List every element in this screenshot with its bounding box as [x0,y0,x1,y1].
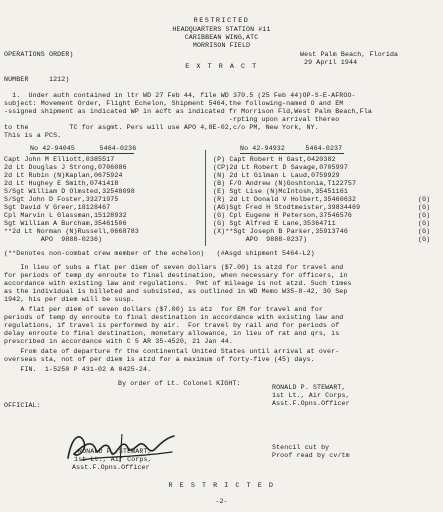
list-item: Cpl Marvin L Glassman,15128932 [4,212,127,219]
crew-tag: (G) [418,204,431,211]
para-line: accordance with existing law and regulations. Pmt of mileage is not atzd. Such times [4,280,352,287]
para-line: A flat per diem of seven dollars ($7.00) is atz for EM for travel and for [4,306,323,313]
proof-read-line: Proof read by cv/tm [272,452,350,459]
list-item: APO 9888-0236) [4,236,103,243]
para-line: 1942, his per diem will be susp. [4,296,135,303]
list-item: (G) Sgt Alfred E Lane,35364711 [213,220,336,227]
list-item: (N) 2d Lt Gilman L Laud,0759929 [213,172,340,179]
list-item: (X)**Sgt Joseph B Parker,35913746 [213,228,348,235]
left-header-underline [30,153,134,154]
crew-tag: (G) [418,236,431,243]
right-signer-rank: 1st Lt., Air Corps, [272,392,350,399]
para-line: for periods of temp dy enroute to final destination, when necessary for officers, in [4,272,348,279]
list-item: S/Sgt John D Foster,33271975 [4,196,119,203]
right-header-underline [240,153,344,154]
para-line: From date of departure fr the continental United States until arrival at over- [4,348,340,355]
para-line: In lieu of subs a flat per diem of seven dollars ($7.00) is atzd for travel and [4,264,344,271]
classification-bottom: R E S T R I C T E D [168,482,275,490]
para-line: as the individual is billeted and subsisted, as outlined in WD Memo W35-8-42, 30 Sep [4,288,348,295]
list-item: 2d Lt Hughey E Smith,0741418 [4,180,119,187]
para-line: FIN. 1-5250 P 431-02 A 0425-24. [4,366,152,373]
body-line: This is a PCS. [4,132,62,139]
crew-tag: (G) [418,220,431,227]
list-item: Sgt William A Burcham,35461506 [4,220,127,227]
official-label: OFFICIAL: [4,402,41,409]
column-divider [205,150,206,246]
crew-tag: (G) [418,212,431,219]
body-line: subject: Movement Order, Flight Echelon, Shipment 5464,the following-named O and EM [4,100,344,107]
extract-label: E X T R A C T [185,63,258,71]
classification-top: RESTRICTED [193,17,250,25]
header-line-2: CARIBBEAN WING,ATC [184,34,259,41]
crew-note: (**Denotes non-combat crew member of the echelon) (#Asgd shipment 5464-L2) [4,250,315,257]
header-line-1: HEADQUARTERS STATION #11 [172,26,271,33]
list-item: S/Sgt William D Olmsted,32548098 [4,188,135,195]
body-line: -rpting upon arrival thereo [4,116,340,123]
list-item: Sgt David V Greer,18128467 [4,204,111,211]
crew-tag: (G) [418,196,431,203]
left-column-header: No 42-94045 5464-0236 [30,145,137,152]
right-signer-title: Asst.F.Opns.Officer [272,400,350,407]
para-line: regulations, if travel is performed by air. For travel by rail and for periods of [4,322,340,329]
list-item: (G) Cpl Eugene H Peterson,37546576 [213,212,353,219]
crew-tag: (G) [418,228,431,235]
list-item: 2d Lt Douglas J Strong,0706086 [4,164,127,171]
list-item: (P) Capt Robert H Gast,0420382 [213,156,336,163]
list-item: (AG)Sgt Fred H Stodtmeister,39834469 [213,204,361,211]
operations-order-label: OPERATIONS ORDER) [4,51,74,58]
para-line: delay enroute to final destination, monetary allowance, in lieu of rat and qrs, is [4,330,340,337]
body-line: -ssigned shipment as indicated WP in acft as indicated fr Morrison Fld,West Palm Beach,Fla [4,108,372,115]
para-line: prescribed in accordance with C 5 AR 35-4520, 21 Jan 44. [4,338,233,345]
para-line: overseas sta, not of per diem is atzd for a maximum of forty-five (45) days. [4,356,315,363]
list-item: **2d Lt Norman (N)Russell,0668783 [4,228,139,235]
left-signer-title: Asst.F.Opns.Officer [72,464,150,471]
body-line: to the TC for asgmt. Pers will use APO 4,8E-02,c/o PM, New York, NY. [4,124,319,131]
list-item: (CP)2d Lt Robert D Savage,0705997 [213,164,348,171]
list-item: Capt John M Elliott,0385517 [4,156,115,163]
left-signer-rank: 1st Lt., Air Corps, [74,456,152,463]
left-signer-name: RONALD P. STEWART, [78,448,152,455]
list-item: APO 9888-0237) [213,236,308,243]
order-authority-line: By order of Lt. Colonel KIGHT: [118,380,241,387]
list-item: (E) Sgt Lise (N)McIntosh,35451161 [213,188,348,195]
right-signer-name: RONALD P. STEWART, [272,384,346,391]
header-line-3: MORRISON FIELD [192,42,251,49]
stencil-cut-line: Stencil cut by [272,444,330,451]
order-number: NUMBER 1212) [4,76,70,83]
body-line: 1. Under auth contained in ltr WD 27 Feb 44, file WD 370.5 (25 Feb 44)OP-S-E-AFROO- [4,92,356,99]
header-location: West Palm Beach, Florida [300,51,399,58]
list-item: (R) 2d Lt Donald V Holbert,35460632 [213,196,357,203]
header-date: 29 April 1944 [304,59,358,66]
right-column-header: No 42-94932 5464-0237 [240,145,343,152]
page-number: -2- [215,498,228,505]
para-line: periods of temp dy enroute to final destination in accordance with existing law and [4,314,344,321]
list-item: (B) F/O Andrew (N)Goshtonia,T122757 [213,180,357,187]
list-item: 2d Lt Rubin (N)Kaplan,0675924 [4,172,123,179]
